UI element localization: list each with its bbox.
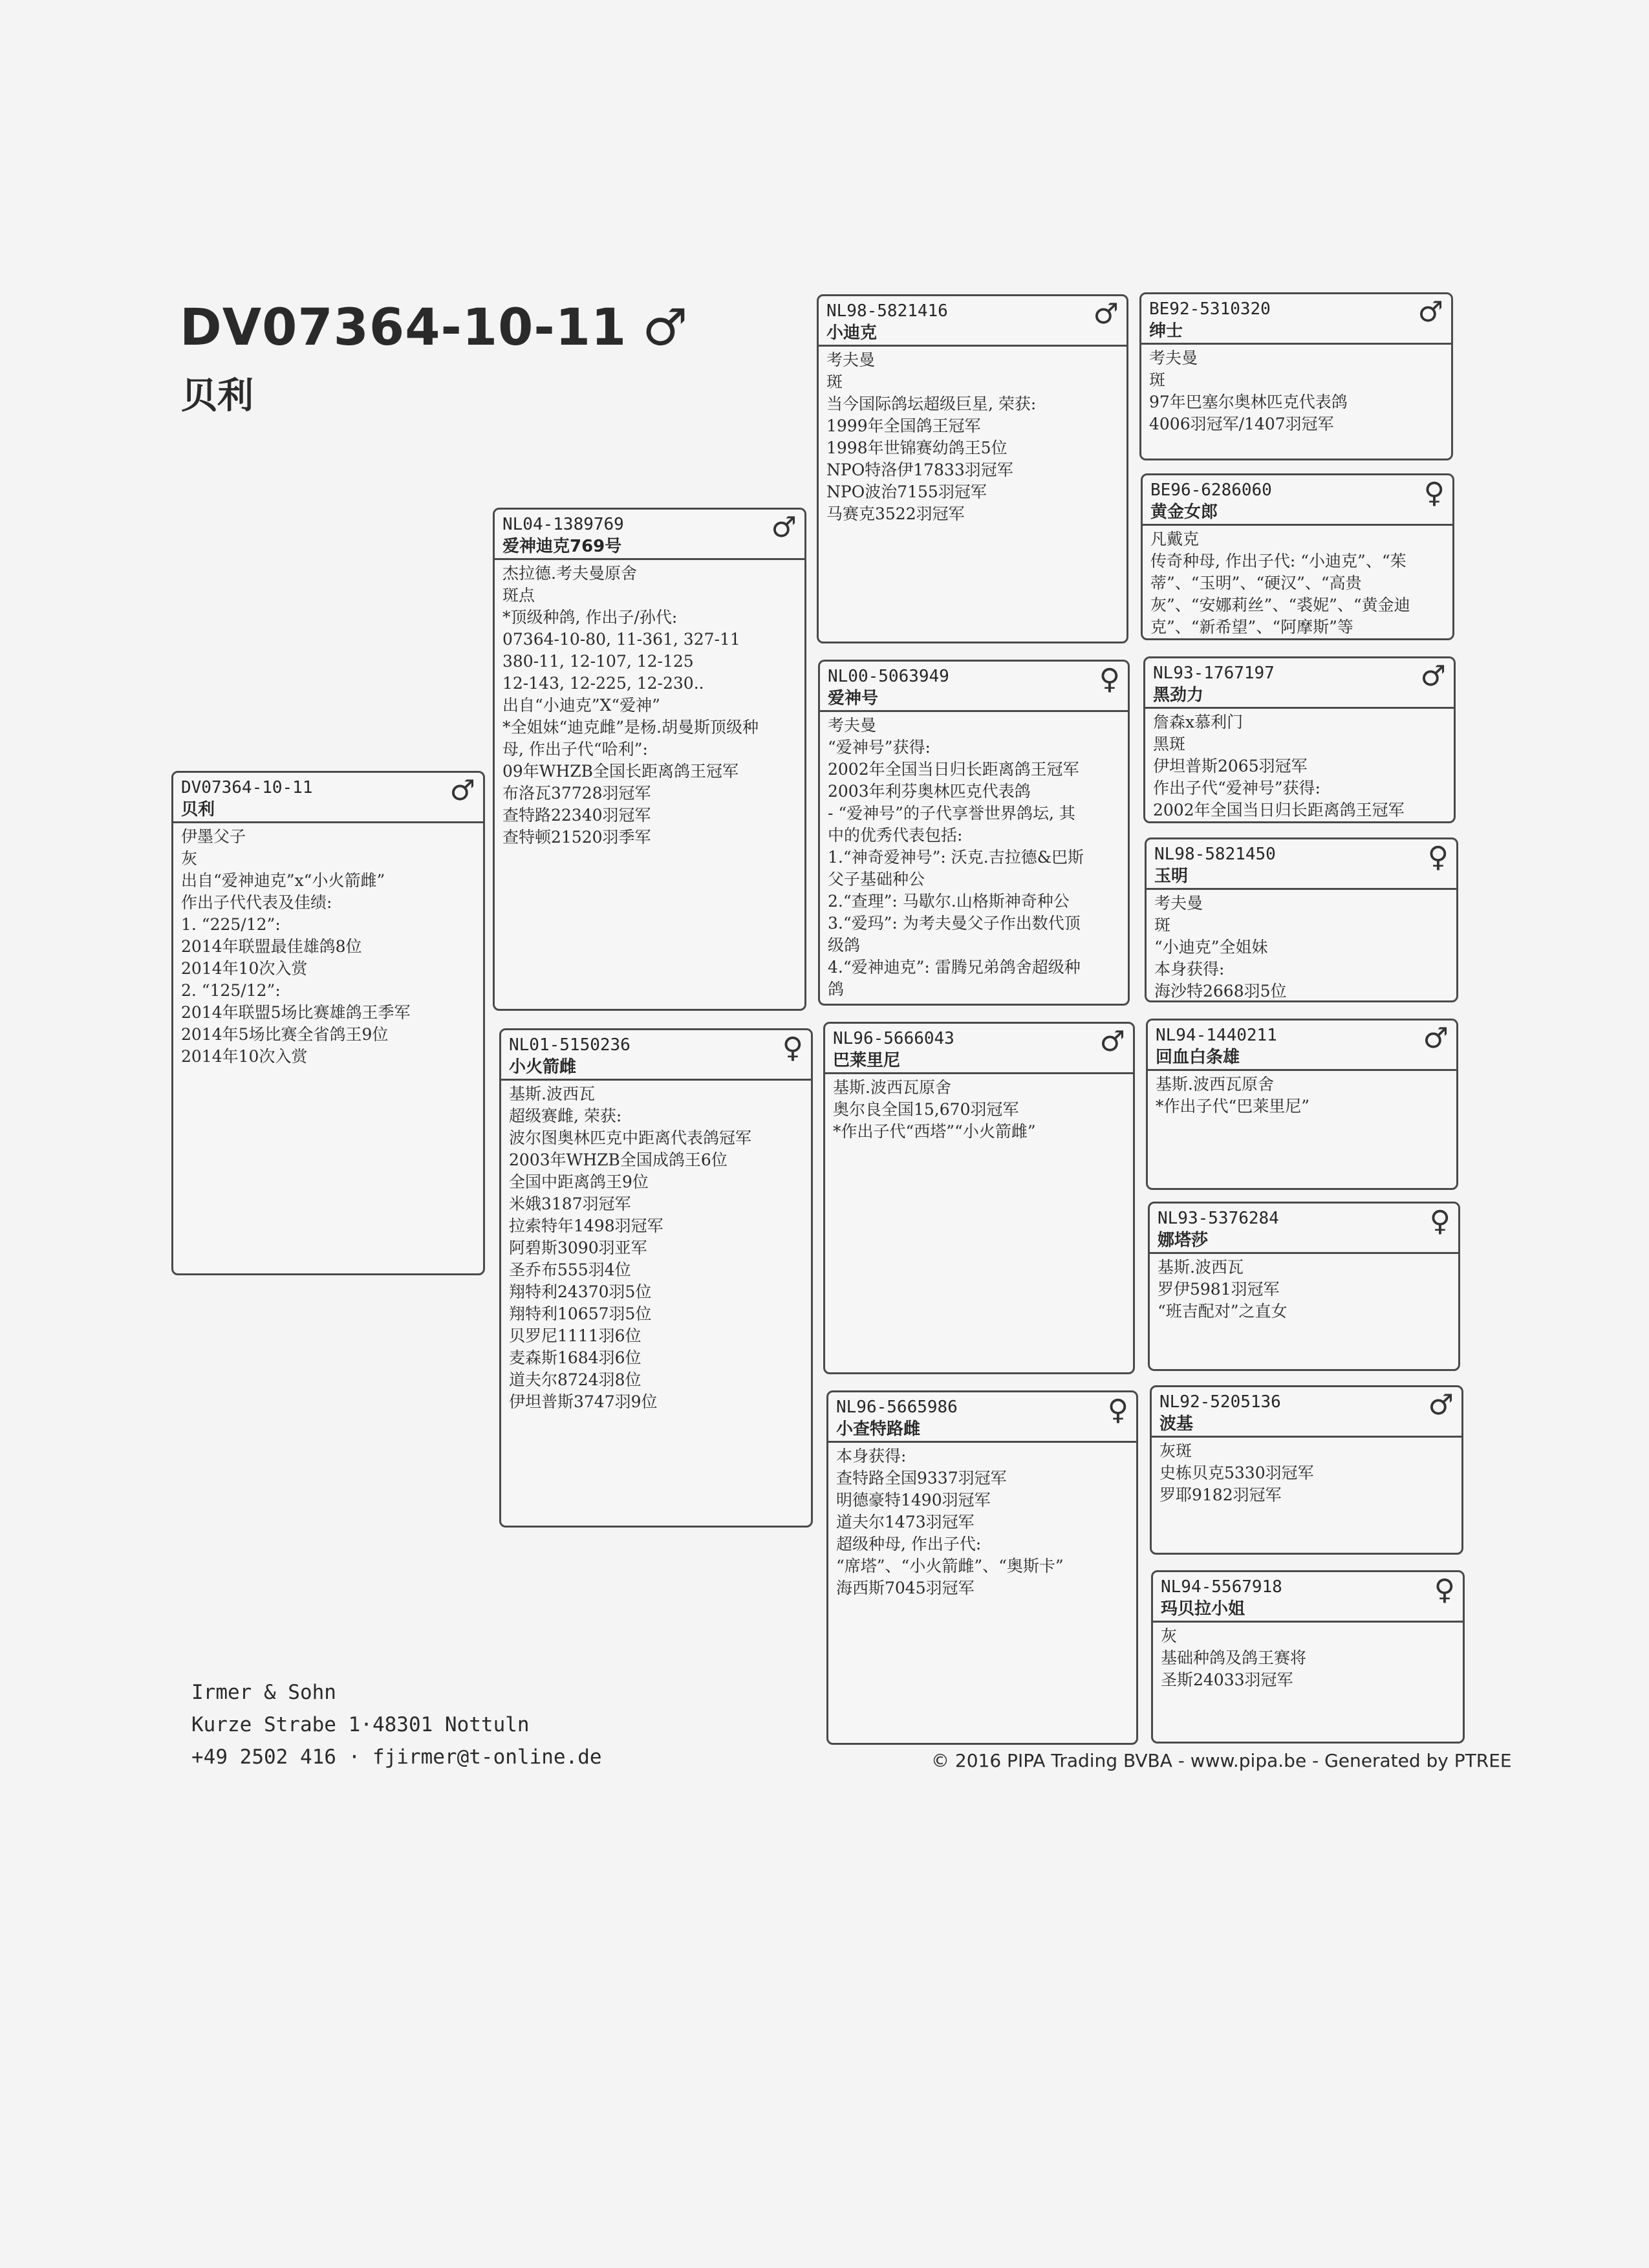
ring-number: DV07364-10-11: [181, 778, 313, 797]
pedigree-card-dam: [499, 1028, 813, 1528]
card-line: 马赛克3522羽冠军: [826, 504, 965, 523]
card-line: 道夫尔1473羽冠军: [836, 1513, 975, 1531]
female-symbol-icon: ♀: [1107, 1394, 1128, 1427]
card-header: [1145, 658, 1454, 709]
card-body: [825, 1074, 1133, 1143]
male-symbol-icon: ♂: [771, 511, 797, 544]
card-line: 07364-10-80, 11-361, 327-11: [502, 630, 740, 649]
card-header: [1148, 1021, 1456, 1071]
card-line: 全国中距离鸽王9位: [509, 1172, 649, 1191]
ring-number: NL96-5666043: [833, 1029, 954, 1048]
card-line: 黑斑: [1153, 735, 1186, 753]
card-line: 查特路22340羽冠军: [502, 806, 651, 825]
card-line: 1998年世锦赛幼鸽王5位: [826, 438, 1008, 457]
card-body: [828, 1443, 1136, 1599]
card-line: 2003年利芬奥林匹克代表鸽: [828, 782, 1031, 801]
card-line: 奥尔良全国15,670羽冠军: [833, 1100, 1019, 1119]
ring-number: NL04-1389769: [502, 515, 624, 534]
bird-name: 玛贝拉小姐: [1161, 1599, 1245, 1619]
card-line: 詹森x慕利门: [1153, 713, 1244, 731]
card-line: 基斯.波西瓦原舍: [833, 1078, 951, 1097]
card-line: 1.“神奇爱神号”: 沃克.吉拉德&巴斯: [828, 848, 1084, 867]
card-line: 09年WHZB全国长距离鸽王冠军: [502, 762, 739, 781]
card-header: [173, 773, 483, 823]
card-line: 考夫曼: [1149, 349, 1198, 367]
breeder-address: Kurze Strabe 1·48301 Nottuln: [191, 1713, 530, 1736]
card-line: 罗伊5981羽冠军: [1158, 1280, 1280, 1299]
card-header: [828, 1392, 1136, 1443]
card-line: 拉索特年1498羽冠军: [509, 1216, 663, 1235]
card-header: [495, 510, 804, 560]
card-line: 阿碧斯3090羽亚军: [509, 1238, 647, 1257]
card-body: [819, 347, 1126, 525]
page-subtitle-name: 贝利: [181, 375, 253, 417]
card-line: 本身获得:: [1154, 960, 1225, 978]
bird-name: 小查特路雌: [836, 1420, 921, 1439]
female-symbol-icon: ♀: [1099, 663, 1120, 696]
card-line: 灰斑: [1159, 1442, 1192, 1460]
pedigree-card-dss: [1146, 1019, 1458, 1190]
pedigree-card-ddd: [1151, 1570, 1465, 1744]
pedigree-card-dd: [826, 1390, 1138, 1745]
card-header: [501, 1030, 811, 1081]
card-line: 基础种鸽及鸽王赛将: [1161, 1648, 1307, 1667]
card-line: 杰拉德.考夫曼原舍: [502, 564, 637, 583]
card-line: 克”、“新希望”、“阿摩斯”等: [1150, 618, 1353, 636]
bird-name: 爱神号: [828, 689, 879, 708]
card-line: 道夫尔8724羽8位: [509, 1370, 641, 1389]
card-line: 本身获得:: [836, 1447, 907, 1465]
card-body: [1152, 1438, 1461, 1506]
bird-name: 小迪克: [826, 323, 878, 343]
card-line: 凡戴克: [1150, 530, 1200, 548]
ring-number: NL96-5665986: [836, 1398, 958, 1417]
card-line: 2. “125/12”:: [181, 981, 281, 1000]
card-line: - “爱神号”的子代享誉世界鸽坛, 其: [828, 804, 1075, 823]
bird-name: 波基: [1159, 1414, 1194, 1434]
card-line: 海西斯7045羽冠军: [836, 1579, 975, 1597]
card-body: [173, 823, 483, 1068]
card-body: [1141, 345, 1451, 435]
card-line: 3.“爱玛”: 为考夫曼父子作出数代顶: [828, 914, 1081, 933]
card-line: 12-143, 12-225, 12-230..: [502, 674, 704, 693]
card-line: 2002年全国当日归长距离鸽王冠军: [828, 760, 1079, 779]
card-line: 1. “225/12”:: [181, 915, 281, 934]
card-line: 考夫曼: [826, 351, 876, 369]
card-line: 翔特利10657羽5位: [509, 1304, 652, 1323]
card-line: 作出子代“爱神号”获得:: [1153, 779, 1320, 797]
page-title: [180, 299, 688, 357]
card-body: [1145, 709, 1454, 821]
card-header: [1147, 839, 1456, 890]
card-line: 2014年10次入赏: [181, 959, 308, 978]
male-symbol-icon: ♂: [1420, 660, 1446, 693]
card-header: [1150, 1204, 1458, 1254]
card-line: *顶级种鸽, 作出子/孙代:: [502, 608, 678, 627]
card-line: “小迪克”全姐妹: [1154, 938, 1268, 956]
card-body: [501, 1081, 811, 1413]
male-symbol-icon: ♂: [1417, 296, 1443, 329]
card-line: 灰”、“安娜莉丝”、“裘妮”、“黄金迪: [1150, 596, 1410, 614]
ring-number: NL93-5376284: [1158, 1209, 1279, 1228]
card-header: [820, 662, 1128, 712]
ring-number: BE96-6286060: [1150, 481, 1272, 500]
bird-name: 贝利: [181, 800, 215, 819]
card-line: 考夫曼: [828, 716, 877, 735]
card-line: 超级种母, 作出子代:: [836, 1535, 982, 1553]
card-line: 麦森斯1684羽6位: [509, 1348, 641, 1367]
card-line: 作出子代代表及佳绩:: [181, 893, 332, 912]
card-line: 级鸽: [828, 936, 861, 955]
copyright-notice: © 2016 PIPA Trading BVBA - www.pipa.be - Generated by PTREE: [931, 1750, 1512, 1771]
male-symbol-icon: ♂: [1428, 1388, 1454, 1421]
breeder-contact: +49 2502 416 · fjirmer@t-online.de: [191, 1745, 602, 1769]
pedigree-card-sds: [1143, 656, 1456, 823]
pedigree-card-dds: [1150, 1385, 1463, 1555]
male-symbol-icon: ♂: [1423, 1022, 1449, 1055]
card-line: 史栋贝克5330羽冠军: [1159, 1463, 1314, 1482]
card-line: 蒂”、“玉明”、“硬汉”、“高贵: [1150, 574, 1362, 592]
card-line: 明德豪特1490羽冠军: [836, 1491, 991, 1509]
card-line: NPO波治7155羽冠军: [826, 482, 987, 501]
bird-name: 黄金女郎: [1150, 502, 1218, 522]
card-line: NPO特洛伊17833羽冠军: [826, 460, 1013, 479]
card-line: *作出子代“西塔”“小火箭雌”: [833, 1122, 1036, 1141]
card-line: 中的优秀代表包括:: [828, 826, 963, 845]
card-line: 伊坦普斯2065羽冠军: [1153, 757, 1308, 775]
pedigree-card-dsd: [1148, 1202, 1460, 1371]
card-body: [495, 560, 804, 848]
card-header: [1141, 294, 1451, 345]
bird-name: 玉明: [1154, 867, 1189, 886]
ring-number: BE92-5310320: [1149, 299, 1271, 319]
bird-name: 绅士: [1149, 321, 1183, 341]
card-line: 斑: [1149, 371, 1166, 389]
card-line: 基斯.波西瓦原舍: [1156, 1075, 1274, 1094]
card-line: 2.“查理”: 马歇尔.山格斯神奇种公: [828, 892, 1070, 911]
card-body: [1153, 1623, 1463, 1691]
ring-number: NL00-5063949: [828, 667, 949, 686]
female-symbol-icon: ♀: [1434, 1573, 1455, 1606]
card-line: 2014年5场比赛全省鸽王9位: [181, 1025, 389, 1044]
male-symbol-icon: ♂: [1093, 297, 1119, 330]
card-line: 2003年WHZB全国成鸽王6位: [509, 1150, 727, 1169]
card-line: 传奇种母, 作出子代: “小迪克”、“茱: [1150, 552, 1406, 570]
card-line: 查特路全国9337羽冠军: [836, 1469, 1007, 1487]
card-line: 查特顿21520羽季军: [502, 828, 651, 847]
card-header: [1152, 1387, 1461, 1438]
male-symbol-icon: ♂: [642, 299, 689, 357]
card-line: 超级赛雌, 荣获:: [509, 1107, 622, 1125]
card-line: 2014年联盟最佳雄鸽8位: [181, 937, 362, 956]
card-line: 380-11, 12-107, 12-125: [502, 652, 694, 671]
card-body: [1143, 526, 1452, 638]
card-line: “班吉配对”之直女: [1158, 1302, 1288, 1321]
pedigree-card-ssd: [1141, 473, 1454, 640]
card-line: 2014年联盟5场比赛雄鸽王季军: [181, 1003, 411, 1022]
male-symbol-icon: ♂: [449, 774, 475, 807]
bird-name: 回血白条雄: [1156, 1048, 1240, 1067]
pedigree-card-sd: [818, 660, 1130, 1006]
ring-number: NL98-5821450: [1154, 845, 1276, 864]
pedigree-card-ds: [823, 1022, 1135, 1374]
bird-name: 小火箭雌: [509, 1057, 577, 1077]
card-line: 波尔图奥林匹克中距离代表鸽冠军: [509, 1129, 752, 1147]
ring-number: NL98-5821416: [826, 301, 948, 321]
card-line: 布洛瓦37728羽冠军: [502, 784, 651, 803]
breeder-info: [191, 1676, 602, 1773]
ring-number: NL01-5150236: [509, 1035, 630, 1055]
card-header: [825, 1024, 1133, 1074]
card-line: 2002年全国当日归长距离鸽王冠军: [1153, 801, 1405, 819]
card-body: [1147, 890, 1456, 1002]
card-line: 97年巴塞尔奥林匹克代表鸽: [1149, 393, 1348, 411]
card-line: 出自“小迪克”X“爱神”: [502, 696, 660, 715]
card-line: 2014年10次入赏: [181, 1047, 308, 1066]
card-line: 伊坦普斯3747羽9位: [509, 1392, 658, 1411]
card-line: *全姐妹“迪克雌”是杨.胡曼斯顶级种: [502, 718, 759, 737]
card-line: 基斯.波西瓦: [509, 1085, 595, 1103]
card-line: 父子基础种公: [828, 870, 925, 889]
card-line: “席塔”、“小火箭雌”、“奥斯卡”: [836, 1557, 1064, 1575]
female-symbol-icon: ♀: [782, 1031, 803, 1064]
bird-name: 爱神迪克769号: [502, 537, 622, 556]
bird-name: 娜塔莎: [1158, 1231, 1209, 1250]
female-symbol-icon: ♀: [1429, 1205, 1450, 1238]
card-line: “爱神号”获得:: [828, 738, 931, 757]
card-line: 斑: [1154, 916, 1171, 934]
card-line: 罗耶9182羽冠军: [1159, 1485, 1282, 1504]
card-line: 米娥3187羽冠军: [509, 1194, 631, 1213]
ring-number: NL94-5567918: [1161, 1577, 1282, 1597]
card-line: 1999年全国鸽王冠军: [826, 416, 981, 435]
card-line: *作出子代“巴莱里尼”: [1156, 1097, 1310, 1116]
card-line: 考夫曼: [1154, 894, 1203, 913]
card-body: [1150, 1254, 1458, 1323]
card-line: 灰: [181, 849, 198, 868]
card-line: 当今国际鸽坛超级巨星, 荣获:: [826, 394, 1037, 413]
card-line: 贝罗尼1111羽6位: [509, 1326, 641, 1345]
pedigree-card-subject: [171, 771, 485, 1275]
male-symbol-icon: ♂: [1099, 1025, 1125, 1058]
bird-name: 黑劲力: [1153, 686, 1204, 705]
card-line: 翔特利24370羽5位: [509, 1282, 652, 1301]
ring-number: NL92-5205136: [1159, 1392, 1281, 1412]
card-line: 斑: [826, 373, 843, 391]
card-line: 出自“爱神迪克”x“小火箭雌”: [181, 871, 385, 890]
card-header: [1143, 475, 1452, 526]
pedigree-card-sire: [493, 508, 806, 1011]
card-line: 灰: [1161, 1626, 1178, 1645]
ring-number: NL93-1767197: [1153, 664, 1275, 683]
ring-number: NL94-1440211: [1156, 1026, 1277, 1045]
pedigree-card-sss: [1139, 292, 1453, 460]
bird-name: 巴莱里尼: [833, 1051, 901, 1070]
card-line: 母, 作出子代“哈利”:: [502, 740, 648, 759]
card-line: 斑点: [502, 586, 535, 605]
card-line: 圣乔布555羽4位: [509, 1260, 631, 1279]
card-line: 基斯.波西瓦: [1158, 1258, 1244, 1277]
card-body: [1148, 1071, 1456, 1118]
card-header: [1153, 1572, 1463, 1623]
card-line: 伊墨父子: [181, 827, 246, 846]
card-line: 4.“爱神迪克”: 雷腾兄弟鸽舍超级种: [828, 958, 1081, 977]
pedigree-card-sdd: [1145, 837, 1458, 1002]
card-line: 海沙特2668羽5位: [1154, 982, 1287, 1000]
card-line: 4006羽冠军/1407羽冠军: [1149, 415, 1334, 433]
card-line: 鸽: [828, 980, 845, 999]
card-line: 圣斯24033羽冠军: [1161, 1670, 1293, 1689]
breeder-name: Irmer & Sohn: [191, 1681, 336, 1704]
card-header: [819, 296, 1126, 347]
card-body: [820, 712, 1128, 1000]
female-symbol-icon: ♀: [1423, 477, 1445, 510]
female-symbol-icon: ♀: [1427, 841, 1449, 874]
page-title-ring: DV07364-10-11: [180, 299, 627, 357]
pedigree-card-ss: [817, 294, 1128, 643]
